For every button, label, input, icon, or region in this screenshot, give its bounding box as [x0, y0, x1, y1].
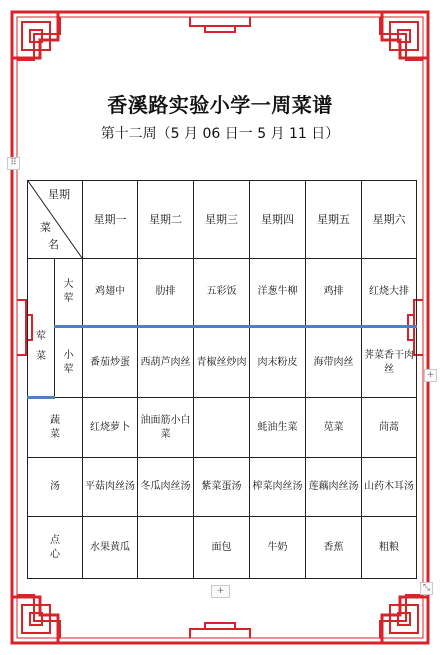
menu-cell[interactable]: 苋菜 [306, 398, 362, 458]
corner-dish-label-1: 菜 [40, 221, 51, 234]
menu-cell[interactable]: 海带肉丝 [306, 327, 362, 398]
label-char: 点 [50, 534, 60, 546]
menu-cell[interactable]: 茼蒿 [362, 398, 417, 458]
menu-cell[interactable]: 紫菜蛋汤 [194, 458, 250, 517]
menu-cell[interactable]: 肋排 [138, 259, 194, 327]
snack-label [28, 517, 83, 579]
menu-cell[interactable] [194, 398, 250, 458]
menu-cell[interactable] [138, 517, 194, 579]
header-row [28, 181, 417, 259]
menu-cell[interactable]: 红烧大排 [362, 259, 417, 327]
menu-cell[interactable]: 牛奶 [250, 517, 306, 579]
menu-cell[interactable]: 洋葱牛柳 [250, 259, 306, 327]
hun-group-cell [28, 259, 55, 398]
plus-icon[interactable]: + [424, 369, 437, 382]
menu-cell[interactable]: 荠菜香干肉丝 [362, 327, 417, 398]
day-header[interactable]: 星期四 [250, 181, 306, 259]
hun-group-char: 荤 [36, 330, 46, 342]
soup-row [28, 458, 417, 517]
big-hun-row [28, 259, 417, 327]
small-hun-label [55, 327, 83, 398]
soup-label: 汤 [28, 458, 83, 517]
plus-icon[interactable]: + [211, 585, 230, 598]
label-char: 菜 [50, 429, 60, 440]
big-hun-label [55, 259, 83, 327]
menu-cell[interactable]: 冬瓜肉丝汤 [138, 458, 194, 517]
label-char: 小 [63, 349, 74, 361]
menu-cell[interactable]: 面包 [194, 517, 250, 579]
label-char: 大 [63, 279, 74, 290]
veg-label [28, 398, 83, 458]
menu-cell[interactable]: 莲藕肉丝汤 [306, 458, 362, 517]
small-hun-row [28, 327, 417, 398]
menu-cell[interactable]: 鸡排 [306, 259, 362, 327]
page-title: 香溪路实验小学一周菜谱 [107, 93, 333, 117]
menu-cell[interactable]: 番茄炒蛋 [83, 327, 138, 398]
menu-cell[interactable]: 水果黄瓜 [83, 517, 138, 579]
move-icon[interactable]: ⠿ [7, 157, 20, 170]
day-header[interactable]: 星期一 [83, 181, 138, 259]
day-header[interactable]: 星期二 [138, 181, 194, 259]
corner-week-label: 星期 [48, 188, 70, 201]
menu-cell[interactable]: 肉末粉皮 [250, 327, 306, 398]
menu-cell[interactable]: 榨菜肉丝汤 [250, 458, 306, 517]
snack-row [28, 517, 417, 579]
label-char: 蔬 [50, 415, 60, 426]
menu-cell[interactable]: 西葫芦肉丝 [138, 327, 194, 398]
label-char: 荤 [63, 293, 74, 304]
menu-cell[interactable]: 红烧萝卜 [83, 398, 138, 458]
day-header[interactable]: 星期六 [362, 181, 417, 259]
corner-cell [28, 181, 83, 259]
menu-cell[interactable]: 山药木耳汤 [362, 458, 417, 517]
menu-cell[interactable]: 油面筋小白菜 [138, 398, 194, 458]
menu-cell[interactable]: 香蕉 [306, 517, 362, 579]
day-header[interactable]: 星期五 [306, 181, 362, 259]
day-header[interactable]: 星期三 [194, 181, 250, 259]
veg-row [28, 398, 417, 458]
menu-cell[interactable]: 鸡翅中 [83, 259, 138, 327]
menu-cell[interactable]: 平菇肉丝汤 [83, 458, 138, 517]
menu-cell[interactable]: 青椒丝炒肉 [194, 327, 250, 398]
menu-cell[interactable]: 蚝油生菜 [250, 398, 306, 458]
page-subtitle: 第十二周（5 月 06 日一 5 月 11 日） [100, 126, 340, 142]
label-char: 心 [50, 548, 60, 560]
hun-group-char: 菜 [36, 350, 46, 362]
menu-cell[interactable]: 粗粮 [362, 517, 417, 579]
menu-cell[interactable]: 五彩饭 [194, 259, 250, 327]
menu-table [27, 180, 417, 579]
corner-dish-label-2: 名 [48, 238, 59, 251]
label-char: 荤 [63, 363, 74, 375]
resize-icon[interactable]: ⤡ [420, 582, 433, 595]
